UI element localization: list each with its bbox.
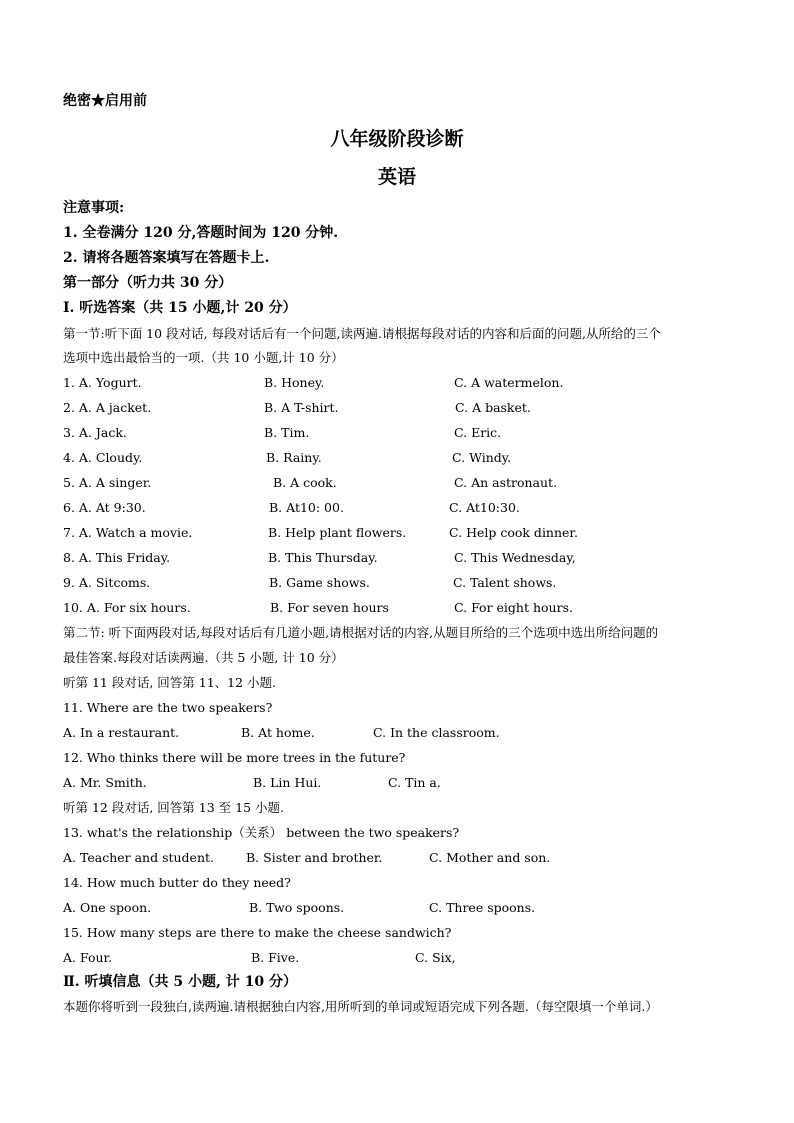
question-row [63, 424, 763, 442]
question-row [63, 724, 763, 742]
section-instruction: 第二节: 听下面两段对话,每段对话后有几道小题,请根据对话的内容,从题目所给的三个选项中选出所给问题的 [63, 625, 659, 640]
question-row [63, 474, 763, 492]
part-heading: 第一部分（听力共 30 分） [63, 275, 233, 291]
option-c: C. A watermelon. [454, 375, 564, 390]
question-stem: 13. what's the relationship（关系） between the two speakers? [63, 825, 460, 840]
option-c: C. At10:30. [449, 500, 520, 515]
dialog-instruction: 听第 12 段对话, 回答第 13 至 15 小题. [63, 800, 284, 815]
question-stem: 11. Where are the two speakers? [63, 700, 273, 715]
option-b: B. A T-shirt. [264, 400, 339, 415]
option-a: 4. A. Cloudy. [63, 450, 143, 465]
option-b: B. At10: 00. [269, 500, 344, 515]
question-row [63, 399, 763, 417]
question-row [63, 524, 763, 542]
option-c: C. A basket. [455, 400, 531, 415]
note-item: 1. 全卷满分 120 分,答题时间为 120 分钟. [63, 225, 339, 241]
option-a: A. In a restaurant. [63, 725, 180, 740]
question-row [63, 899, 763, 917]
question-stem: 14. How much butter do they need? [63, 875, 291, 890]
option-a: A. One spoon. [63, 900, 152, 915]
option-c: C. Windy. [452, 450, 512, 465]
option-b: B. Help plant flowers. [268, 525, 407, 540]
option-b: B. Sister and brother. [246, 850, 383, 865]
question-row [63, 449, 763, 467]
option-b: B. Tim. [264, 425, 310, 440]
question-row [63, 499, 763, 517]
option-c: C. Six, [415, 950, 456, 965]
option-c: C. Help cook dinner. [449, 525, 579, 540]
question-row [63, 599, 763, 617]
section-instruction: 本题你将听到一段独白,读两遍.请根据独白内容,用所听到的单词或短语完成下列各题.（每空限填一个单词.） [63, 999, 658, 1014]
question-row [63, 549, 763, 567]
option-b: B. At home. [241, 725, 315, 740]
option-c: C. Eric. [454, 425, 502, 440]
section-instruction: 第一节:听下面 10 段对话, 每段对话后有一个问题,读两遍.请根据每段对话的内容和后面的问题,从所给的三个 [63, 326, 661, 341]
section-instruction: 最佳答案.每段对话读两遍.（共 5 小题, 计 10 分） [63, 650, 344, 665]
option-a: 8. A. This Friday. [63, 550, 171, 565]
option-a: 5. A. A singer. [63, 475, 152, 490]
option-b: B. Two spoons. [249, 900, 345, 915]
option-a: 3. A. Jack. [63, 425, 127, 440]
confidential-label: 绝密★启用前 [63, 93, 147, 109]
option-b: B. Five. [251, 950, 300, 965]
option-a: A. Teacher and student. [63, 850, 215, 865]
exam-title: 八年级阶段诊断 [330, 128, 464, 150]
question-row [63, 574, 763, 592]
option-c: C. An astronaut. [454, 475, 558, 490]
option-c: C. Mother and son. [429, 850, 551, 865]
note-item: 2. 请将各题答案填写在答题卡上. [63, 250, 270, 266]
option-b: B. Rainy. [266, 450, 322, 465]
dialog-instruction: 听第 11 段对话, 回答第 11、12 小题. [63, 675, 277, 690]
question-row [63, 849, 763, 867]
option-b: B. Game shows. [269, 575, 370, 590]
option-a: 6. A. At 9:30. [63, 500, 146, 515]
option-a: A. Four. [63, 950, 113, 965]
question-row [63, 949, 763, 967]
option-c: C. This Wednesday, [454, 550, 576, 565]
option-b: B. Lin Hui. [253, 775, 322, 790]
question-stem: 15. How many steps are there to make the cheese sandwich? [63, 925, 452, 940]
question-row [63, 374, 763, 392]
option-a: A. Mr. Smith. [63, 775, 147, 790]
section-instruction: 选项中选出最恰当的一项.（共 10 小题,计 10 分） [63, 350, 344, 365]
option-b: B. Honey. [264, 375, 325, 390]
section-heading: I. 听选答案（共 15 小题,计 20 分） [63, 300, 297, 316]
option-c: C. In the classroom. [373, 725, 500, 740]
section-heading: Ⅱ. 听填信息（共 5 小题, 计 10 分） [63, 974, 298, 990]
option-c: C. Tin a. [388, 775, 441, 790]
option-a: 9. A. Sitcoms. [63, 575, 151, 590]
option-a: 2. A. A jacket. [63, 400, 152, 415]
subject-title: 英语 [377, 166, 416, 188]
question-row [63, 774, 763, 792]
option-b: B. This Thursday. [268, 550, 378, 565]
option-c: C. Talent shows. [453, 575, 557, 590]
option-c: C. Three spoons. [429, 900, 536, 915]
option-b: B. For seven hours [270, 600, 389, 615]
question-stem: 12. Who thinks there will be more trees in the future? [63, 750, 406, 765]
notes-heading: 注意事项: [63, 200, 125, 216]
option-a: 7. A. Watch a movie. [63, 525, 193, 540]
option-a: 1. A. Yogurt. [63, 375, 142, 390]
option-a: 10. A. For six hours. [63, 600, 191, 615]
option-b: B. A cook. [273, 475, 337, 490]
option-c: C. For eight hours. [454, 600, 573, 615]
